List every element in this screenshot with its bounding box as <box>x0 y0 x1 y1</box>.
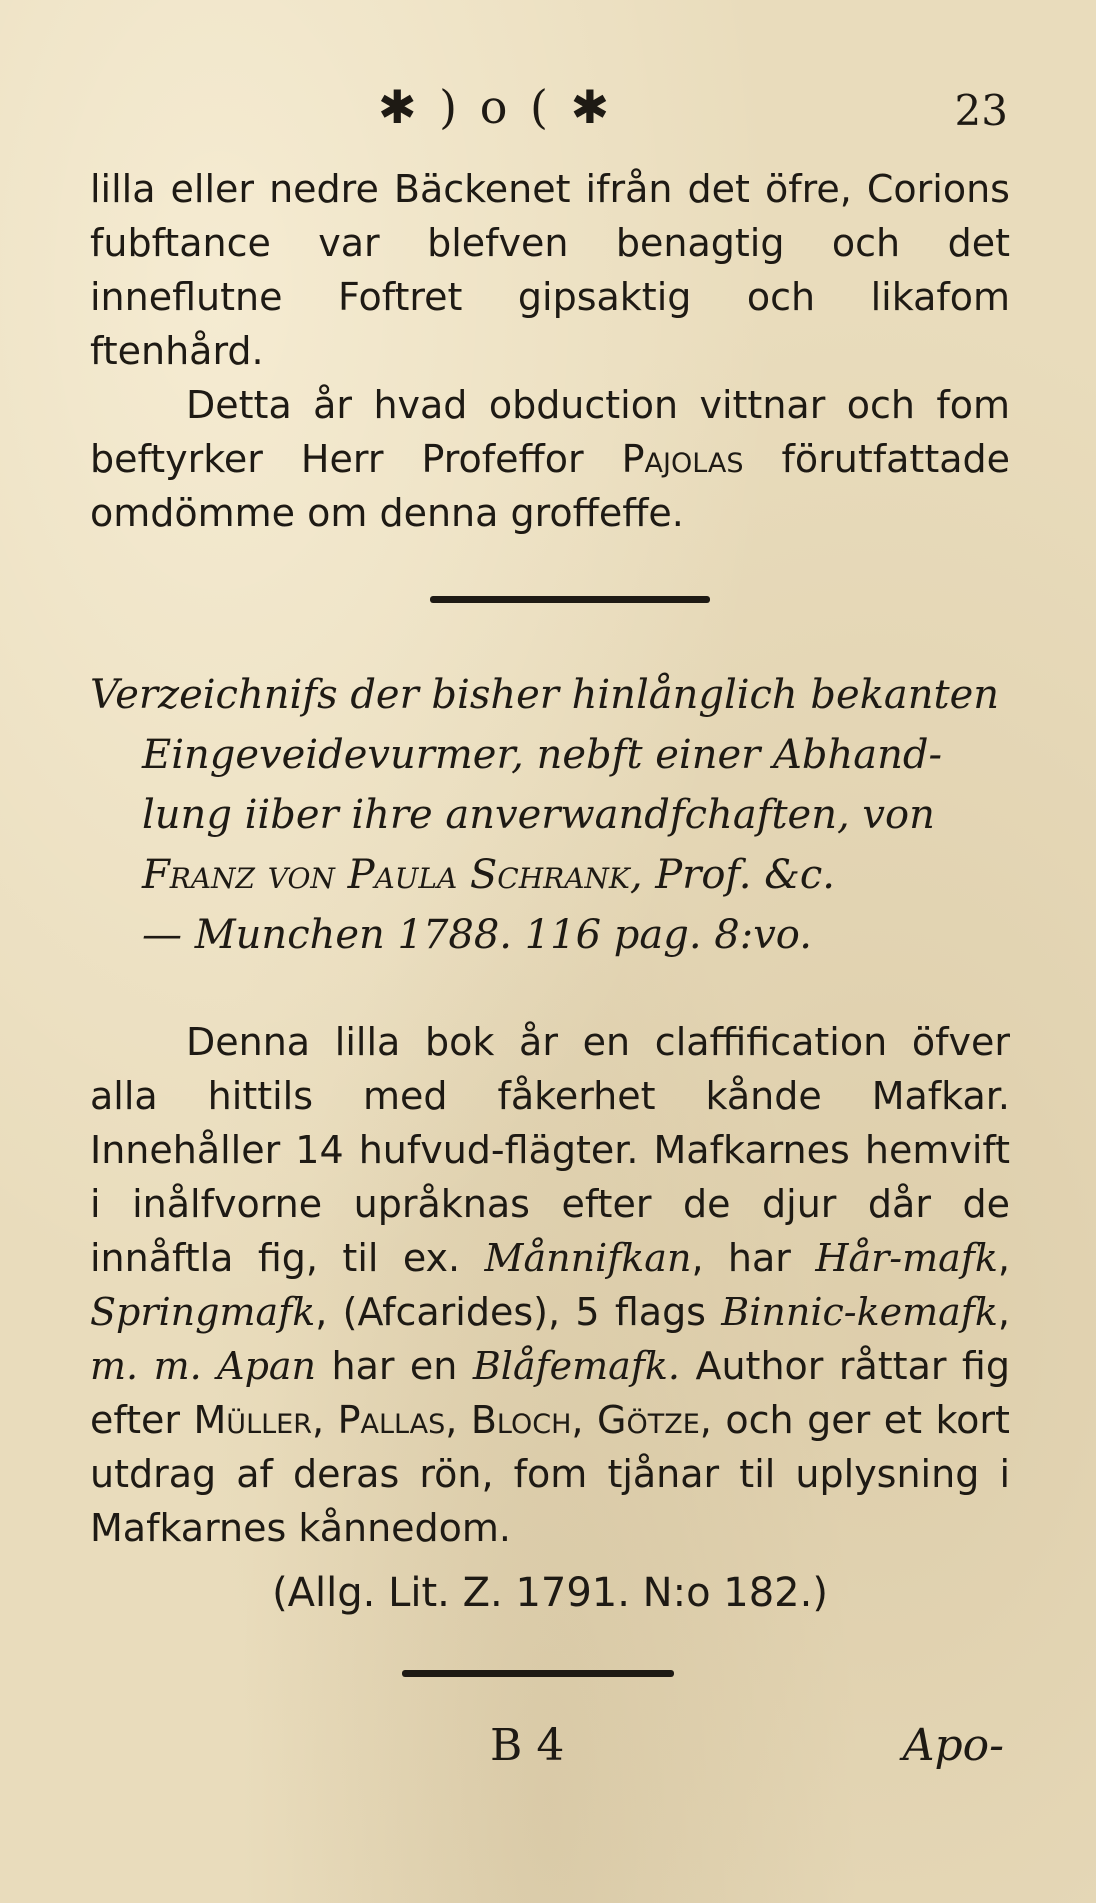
source-citation: (Allg. Lit. Z. 1791. N:o 182.) <box>272 1570 828 1616</box>
text-run: Author råttar fig efter <box>90 1344 1010 1442</box>
text-line: lilla eller nedre Bäckenet ifrån det öfre, <box>90 167 852 211</box>
text-line: det inneflutne Foftret gipsaktig och likafom <box>90 221 1010 319</box>
text-run: , <box>445 1398 471 1442</box>
catchword: Apo- <box>902 1720 1004 1771</box>
text-run: , <box>571 1398 598 1442</box>
text-run: , <box>997 1290 1010 1334</box>
text-run: , (Afcarides), 5 flags <box>315 1290 722 1334</box>
text-run: har en <box>316 1344 473 1388</box>
author-name-muller: Müller <box>193 1398 312 1442</box>
text-run: förutfattade omdömme om denna groffeffe. <box>90 437 1010 535</box>
title-run: , Prof. &c. <box>629 852 835 898</box>
author-name-pajolas: Pajolas <box>621 437 744 481</box>
body-text-top <box>90 162 1010 540</box>
italic-term: m. m. Apan <box>90 1344 317 1388</box>
italic-term: Hår-mafk <box>815 1236 998 1280</box>
paragraph-review <box>90 1015 1010 1555</box>
paragraph-obduction <box>90 378 1010 540</box>
author-name-pallas: Pallas <box>337 1398 446 1442</box>
italic-term: Springmafk <box>90 1290 316 1334</box>
title-line: lung iiber ihre anverwandfchaften, von <box>142 792 935 838</box>
italic-term: Blåfemafk. <box>472 1344 681 1388</box>
title-line-author <box>90 845 1010 905</box>
text-run: , har <box>691 1236 816 1280</box>
author-name-bloch: Bloch <box>470 1398 572 1442</box>
page-number: 23 <box>954 86 1008 135</box>
text-run: Denna lilla bok år en claffification öfver alla hittils med fåkerhet kånde Mafkar. Innehåller 14 hufvud-flägter. Mafkarnes hemvift i inålfvorne upråknas efter de djur dår de innåftla fig, til ex. <box>90 1020 1010 1280</box>
section-divider-bottom <box>402 1670 674 1677</box>
text-line: Corions fubftance var blefven benagtig och <box>90 167 1010 265</box>
body-text-review <box>90 1015 1010 1555</box>
title-line-imprint: — Munchen 1788. 116 pag. 8:vo. <box>142 912 812 958</box>
title-line: Eingeveidevurmer, nebft einer Abhand- <box>142 732 942 778</box>
text-run: , och ger et kort utdrag af deras rön, fom tjånar til uplysning i Mafkarnes kånnedom. <box>90 1398 1010 1550</box>
header-ornament: ✱ ) o ( ✱ <box>378 80 614 134</box>
section-divider-top <box>430 596 710 603</box>
text-run: , <box>311 1398 338 1442</box>
italic-term: Binnic-kemafk <box>721 1290 998 1334</box>
signature-mark: B 4 <box>490 1720 565 1771</box>
paragraph-continuation <box>90 162 1010 378</box>
author-name-schrank: Franz von Paula Schrank <box>142 852 630 898</box>
italic-term: Månnifkan <box>484 1236 692 1280</box>
title-line: Verzeichnifs der bisher hinlånglich bekanten <box>90 672 1000 718</box>
text-run: Detta år hvad obduction vittnar och fom beftyrker Herr Profeffor <box>90 383 1010 481</box>
author-name-gotze: Götze <box>597 1398 700 1442</box>
text-run: , <box>997 1236 1011 1280</box>
running-header <box>90 80 1010 150</box>
book-title-entry <box>90 665 1010 965</box>
text-line: ftenhård. <box>90 329 264 373</box>
